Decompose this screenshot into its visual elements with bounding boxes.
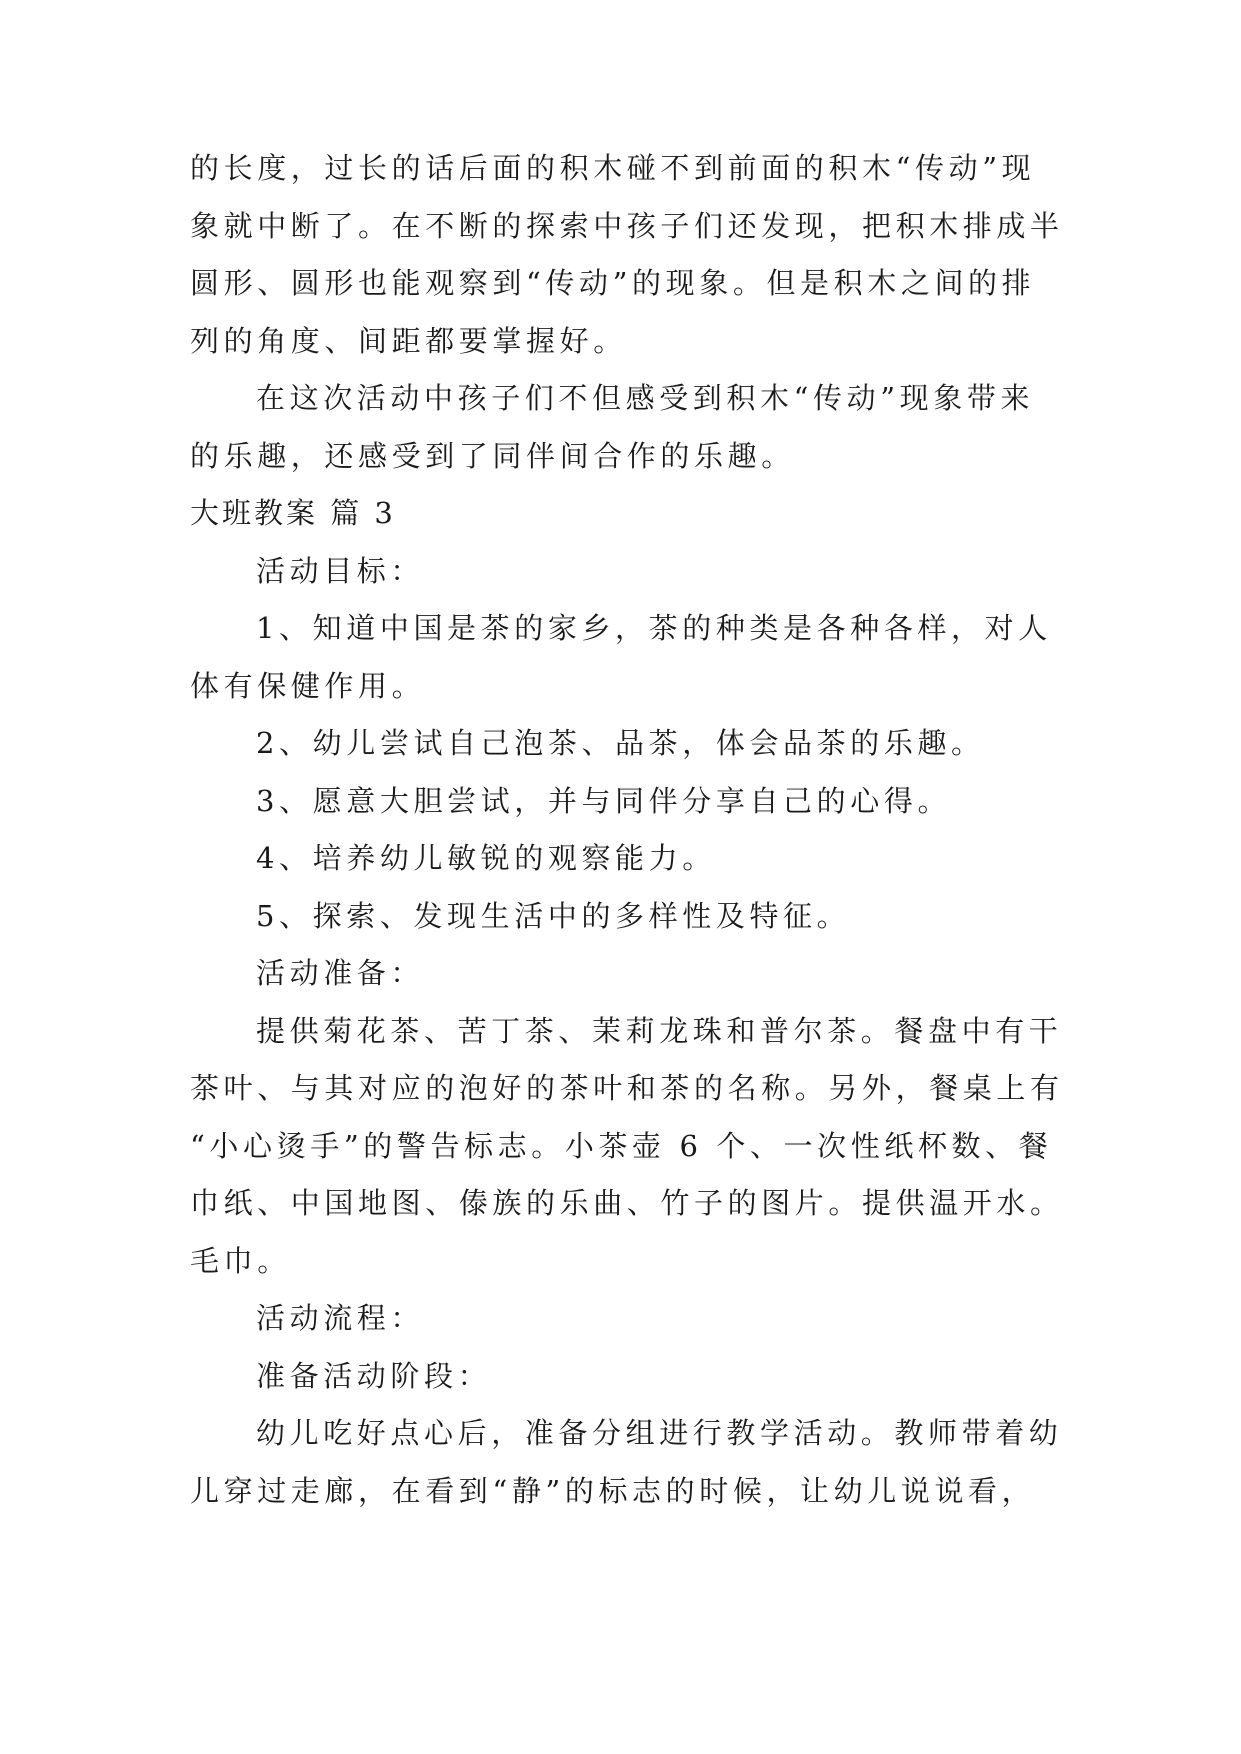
text-line: “小心烫手”的警告标志。小茶壶 6 个、一次性纸杯数、餐 (190, 1129, 1053, 1163)
section-heading: 大班教案 篇 3 (190, 496, 396, 530)
subheading-preparation: 活动准备： (256, 956, 425, 990)
text-line: 的乐趣，还感受到了同伴间合作的乐趣。 (190, 439, 795, 473)
text-line: 巾纸、中国地图、傣族的乐曲、竹子的图片。提供温开水。 (190, 1186, 1064, 1220)
text-line: 毛巾。 (190, 1244, 291, 1278)
list-item: 3、愿意大胆尝试，并与同伴分享自己的心得。 (256, 784, 952, 818)
text-line: 象就中断了。在不断的探索中孩子们还发现，把积木排成半 (190, 209, 1064, 243)
subheading-goals: 活动目标： (256, 554, 425, 588)
subheading-process: 活动流程： (256, 1301, 425, 1335)
list-item: 2、幼儿尝试自己泡茶、品茶，体会品茶的乐趣。 (256, 726, 985, 760)
list-item: 4、培养幼儿敏锐的观察能力。 (256, 841, 716, 875)
text-line: 的长度，过长的话后面的积木碰不到前面的积木“传动”现 (190, 151, 1036, 185)
list-item: 1、知道中国是茶的家乡，茶的种类是各种各样，对人 (256, 611, 1052, 645)
text-line: 圆形、圆形也能观察到“传动”的现象。但是积木之间的排 (190, 266, 1036, 300)
paragraph-start-line: 幼儿吃好点心后，准备分组进行教学活动。教师带着幼 (256, 1416, 1063, 1450)
paragraph-start-line: 提供菊花茶、苦丁茶、茉莉龙珠和普尔茶。餐盘中有干 (256, 1014, 1063, 1048)
subheading-preparation-stage: 准备活动阶段： (256, 1359, 492, 1393)
text-line: 列的角度、间距都要掌握好。 (190, 324, 627, 358)
text-line: 茶叶、与其对应的泡好的茶叶和茶的名称。另外，餐桌上有 (190, 1071, 1064, 1105)
text-line: 儿穿过走廊，在看到“静”的标志的时候，让幼儿说说看， (190, 1474, 1036, 1508)
paragraph-start-line: 在这次活动中孩子们不但感受到积木“传动”现象带来 (256, 381, 1035, 415)
list-item: 5、探索、发现生活中的多样性及特征。 (256, 899, 851, 933)
text-line: 体有保健作用。 (190, 669, 426, 703)
